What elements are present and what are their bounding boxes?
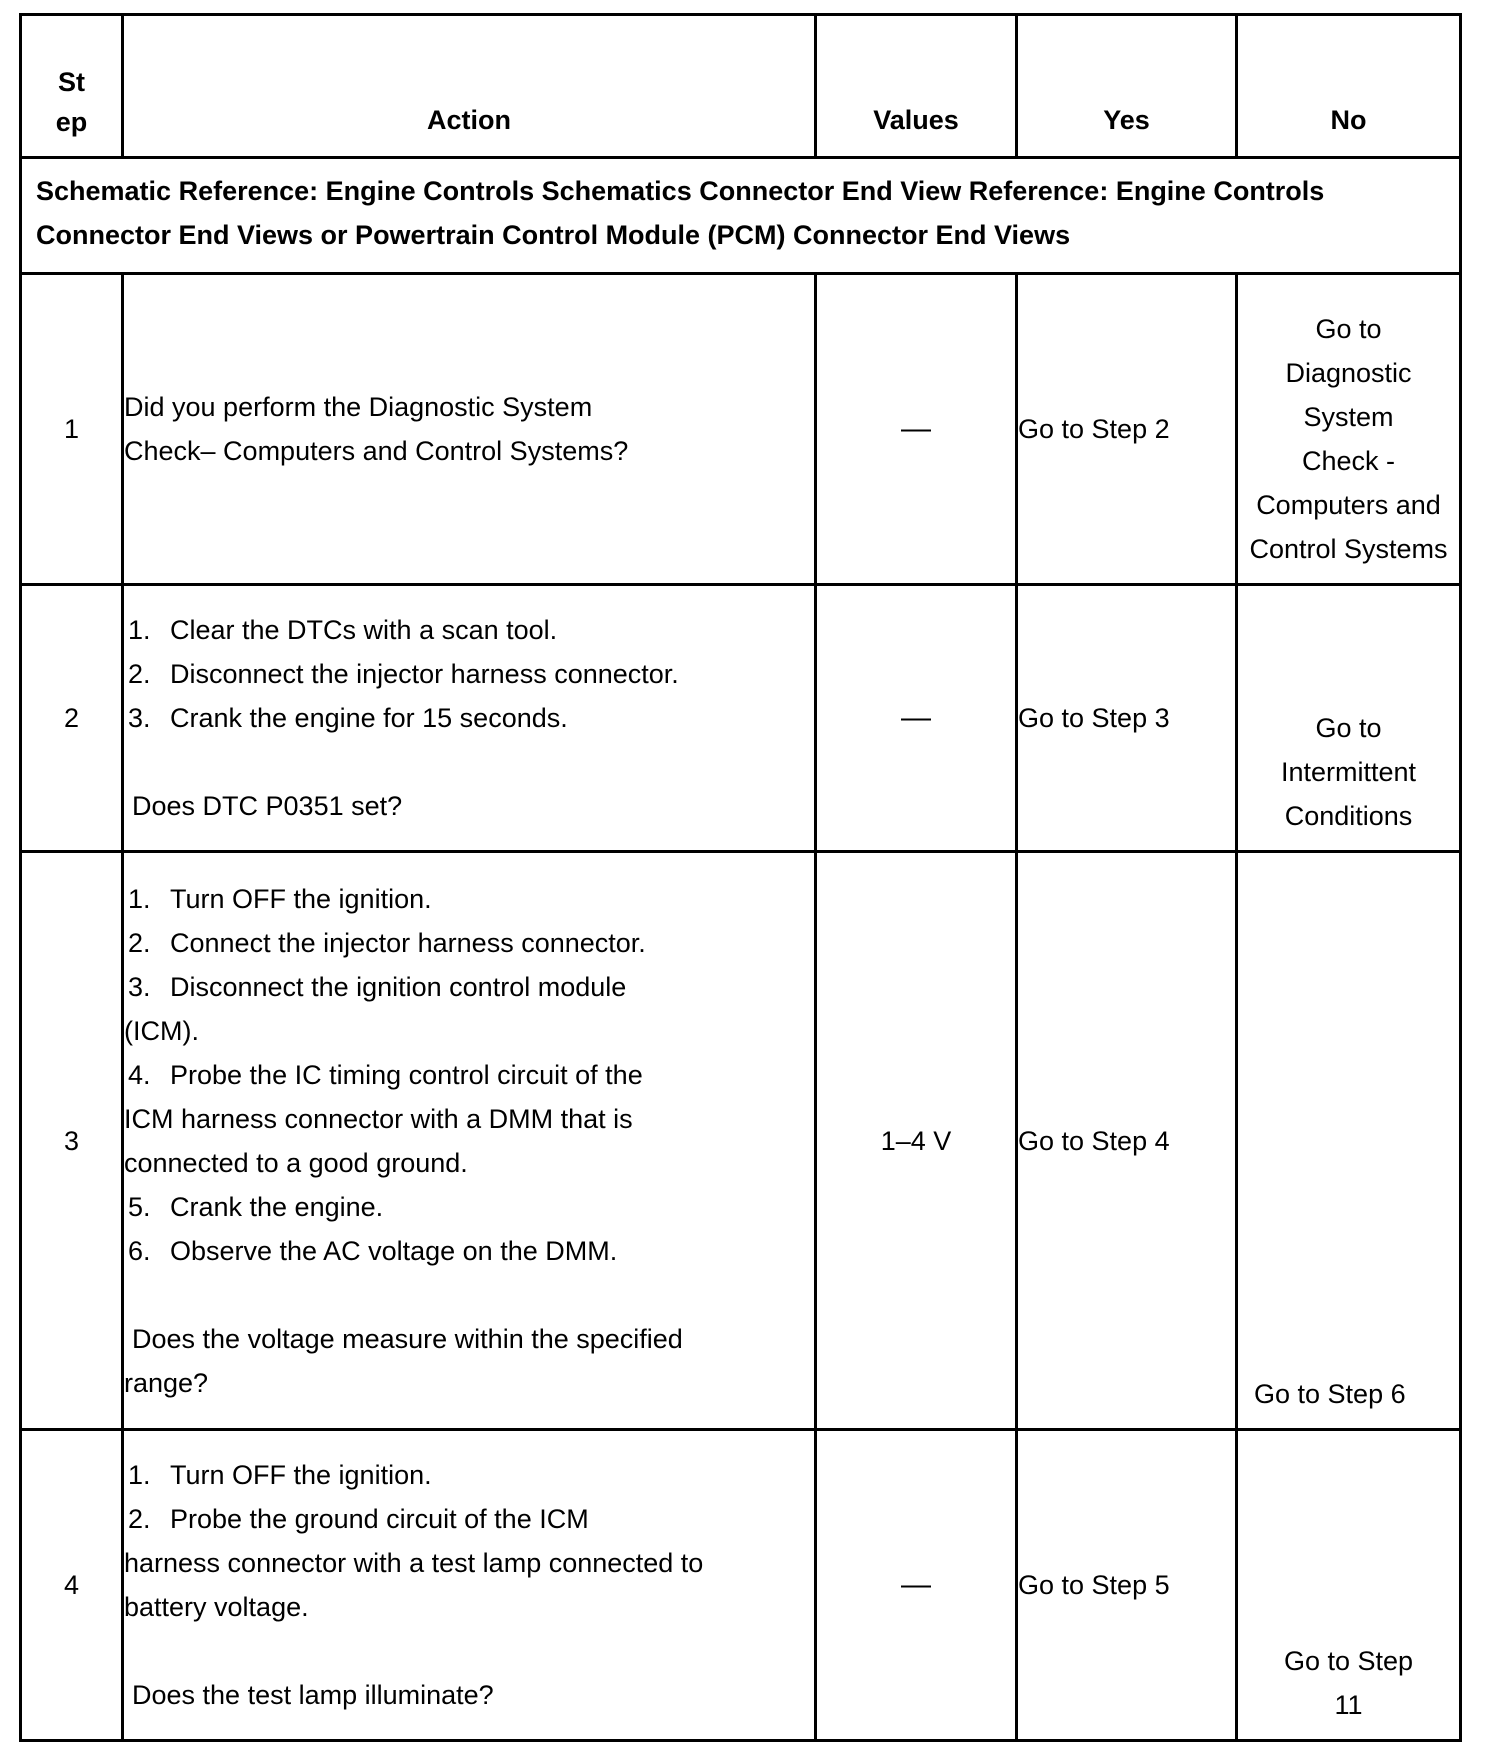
- table-row: [21, 274, 1461, 585]
- reference-row: [21, 158, 1461, 274]
- question: Does the voltage measure within the specified: [132, 1323, 683, 1354]
- action-cell: 1. Turn OFF the ignition. 2. Connect the injector harness connector. 3. Disconnect the ignition control module (ICM). 4. Probe the IC timing control circuit of the ICM harness connector with a DMM that is connected to a good ground. 5. Crank the engine. 6. Observe the AC voltage on the DMM. Does the voltage measure within the specified range?: [123, 852, 816, 1430]
- list-item: 1. Turn OFF the ignition.: [128, 1460, 432, 1490]
- values-header: Values: [816, 15, 1017, 158]
- table-row: [21, 1430, 1461, 1741]
- no-cell: Go to Step 6: [1237, 852, 1461, 1430]
- step-number: 2: [21, 585, 123, 852]
- step-number: 1: [21, 274, 123, 585]
- list-item: 2. Disconnect the injector harness connector.: [128, 659, 679, 689]
- yes-cell: Go to Step 3: [1017, 585, 1237, 852]
- yes-cell: Go to Step 4: [1017, 852, 1237, 1430]
- list-item: 1. Turn OFF the ignition.: [128, 883, 432, 914]
- value-cell: 1–4 V: [816, 852, 1017, 1430]
- step-number: 4: [21, 1430, 123, 1741]
- list-item: 3. Disconnect the ignition control module: [128, 971, 627, 1002]
- value-cell: —: [816, 1430, 1017, 1741]
- yes-cell: Go to Step 5: [1017, 1430, 1237, 1741]
- yes-cell: Go to Step 2: [1017, 274, 1237, 585]
- list-item: 3. Crank the engine for 15 seconds.: [128, 703, 568, 733]
- step-header: St ep: [21, 15, 123, 158]
- no-cell: Go to Diagnostic System Check - Computers and Control Systems: [1237, 274, 1461, 585]
- action-cell: [123, 585, 816, 852]
- table-row: [21, 585, 1461, 852]
- list-item: 6. Observe the AC voltage on the DMM.: [128, 1235, 618, 1266]
- list-item: 2. Probe the ground circuit of the ICM: [128, 1504, 589, 1534]
- action-header: Action: [123, 15, 816, 158]
- list-item: 4. Probe the IC timing control circuit of the: [128, 1059, 643, 1090]
- no-cell: Go to Step 11: [1237, 1430, 1461, 1741]
- diagnostic-table: [19, 13, 1462, 1742]
- question: Does DTC P0351 set?: [132, 791, 403, 821]
- list-item: 1. Clear the DTCs with a scan tool.: [128, 615, 558, 645]
- schematic-reference: Schematic Reference: Engine Controls Schematics Connector End View Reference: Engine Controls Connector End Views or Powertrain Control Module (PCM) Connector End Views: [21, 158, 1461, 274]
- no-cell: Go to Intermittent Conditions: [1237, 585, 1461, 852]
- no-header: No: [1237, 15, 1461, 158]
- action-cell: Did you perform the Diagnostic System Check– Computers and Control Systems?: [123, 274, 816, 585]
- table-row: [21, 852, 1461, 1430]
- step-number: 3: [21, 852, 123, 1430]
- action-cell: 1. Turn OFF the ignition. 2. Probe the ground circuit of the ICM harness connector with a test lamp connected to battery voltage. Does the test lamp illuminate?: [123, 1430, 816, 1741]
- value-cell: —: [816, 585, 1017, 852]
- diagnostic-table-frame: [19, 13, 1459, 1742]
- value-cell: —: [816, 274, 1017, 585]
- list-item: 2. Connect the injector harness connector.: [128, 927, 646, 958]
- question: Does the test lamp illuminate?: [132, 1680, 494, 1710]
- header-row: [21, 15, 1461, 158]
- yes-header: Yes: [1017, 15, 1237, 158]
- list-item: 5. Crank the engine.: [128, 1191, 384, 1222]
